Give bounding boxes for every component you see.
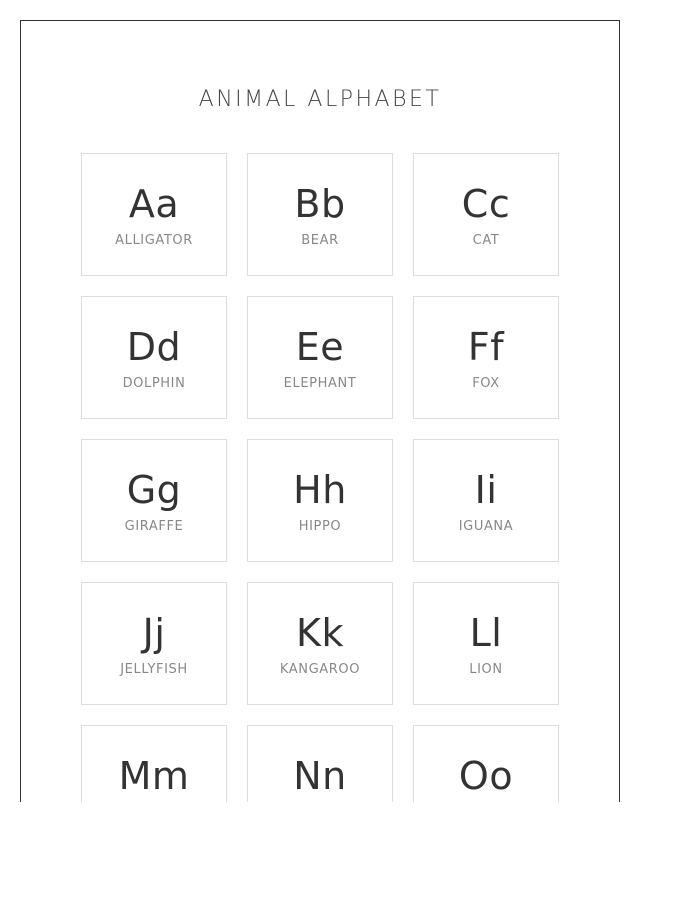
letter-card-o (413, 725, 559, 802)
letter-card-j (81, 582, 227, 705)
card-letters: Ll (469, 611, 503, 655)
card-animal-name: ALLIGATOR (115, 233, 193, 248)
letter-card-g (81, 439, 227, 562)
card-letters: Oo (458, 754, 514, 798)
letter-card-e (247, 296, 393, 419)
card-letters: Hh (293, 468, 347, 512)
letter-card-n (247, 725, 393, 802)
card-letters: Mm (118, 754, 190, 798)
letter-card-m (81, 725, 227, 802)
letter-card-c (413, 153, 559, 276)
page-title: ANIMAL ALPHABET (198, 87, 442, 112)
card-animal-name: BEAR (301, 233, 339, 248)
card-letters: Ff (467, 325, 505, 369)
card-animal-name: GIRAFFE (124, 519, 184, 534)
card-animal-name: HIPPO (298, 519, 342, 534)
letter-card-h (247, 439, 393, 562)
card-letters: Nn (293, 754, 347, 798)
letter-card-l (413, 582, 559, 705)
letter-card-d (81, 296, 227, 419)
card-letters: Dd (126, 325, 182, 369)
alphabet-grid (81, 153, 561, 802)
letter-card-i (413, 439, 559, 562)
card-animal-name: LION (469, 662, 503, 677)
card-letters: Bb (294, 182, 346, 226)
letter-card-f (413, 296, 559, 419)
card-letters: Jj (142, 611, 166, 655)
alphabet-sheet (20, 20, 620, 802)
letter-card-k (247, 582, 393, 705)
card-letters: Cc (461, 182, 511, 226)
card-animal-name: FOX (472, 376, 500, 391)
card-letters: Ee (295, 325, 345, 369)
card-letters: Ii (474, 468, 498, 512)
card-animal-name: ELEPHANT (283, 376, 357, 391)
card-letters: Aa (128, 182, 180, 226)
card-animal-name: IGUANA (458, 519, 514, 534)
card-letters: Gg (126, 468, 182, 512)
card-animal-name: CAT (472, 233, 500, 248)
letter-card-a (81, 153, 227, 276)
card-animal-name: KANGAROO (279, 662, 361, 677)
letter-card-b (247, 153, 393, 276)
card-animal-name: JELLYFISH (120, 662, 188, 677)
card-letters: Kk (296, 611, 344, 655)
card-animal-name: DOLPHIN (122, 376, 186, 391)
